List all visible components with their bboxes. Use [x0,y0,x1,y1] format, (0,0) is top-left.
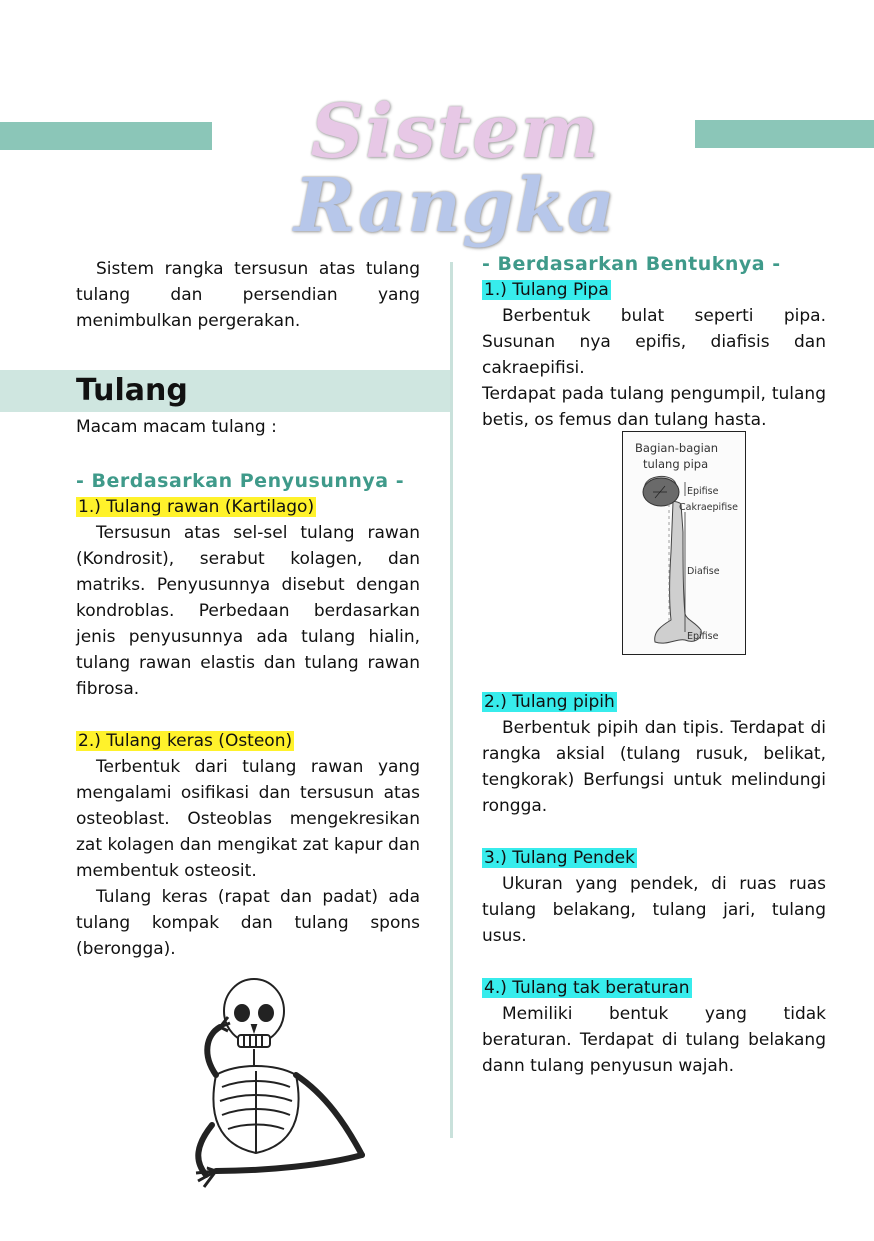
item-text-tulang-keras-2: Tulang keras (rapat dan padat) ada tulang kompak dan tulang spons (berongga). [76,887,420,959]
item-label-tulang-rawan: 1.) Tulang rawan (Kartilago) [78,497,315,517]
item-text-tulang-keras-1: Terbentuk dari tulang rawan yang mengalami osifikasi dan tersusun atas osteoblast. Osteoblas mengekresikan zat kolagen dan mengikat zat kapur dan membentuk osteosit. [76,757,420,881]
section-lead: Macam macam tulang : [76,417,277,437]
label-diafise: Diafise [687,566,720,577]
item-text-tulang-pipih: Berbentuk pipih dan tipis. Terdapat di rangka aksial (tulang rusuk, belikat, tengkorak) Berfungsi untuk melindungi rongga. [482,718,826,816]
item-label-tulang-pendek: 3.) Tulang Pendek [484,848,635,868]
item-label-tulang-keras: 2.) Tulang keras (Osteon) [78,731,293,751]
item-text-tulang-pipa-1: Berbentuk bulat seperti pipa. Susunan nya epifis, diafisis dan cakraepifisi. [482,306,826,378]
right-column-top [482,251,826,433]
intro-block [76,256,420,334]
left-accent-bar [0,122,212,150]
label-epifise-top: Epifise [687,486,719,497]
item-label-tulang-pipih: 2.) Tulang pipih [484,692,615,712]
label-cakraepifise: Cakraepifise [679,502,738,513]
page-title [215,89,695,249]
skeleton-illustration [176,975,376,1195]
item-text-tulang-pipa-2: Terdapat pada tulang pengumpil, tulang betis, os femus dan tulang hasta. [482,384,826,430]
item-label-tulang-tak-beraturan: 4.) Tulang tak beraturan [484,978,690,998]
right-column-bottom [482,689,826,1079]
intro-text: Sistem rangka tersusun atas tulang tulang dan persendian yang menimbulkan pergerakan. [76,259,420,331]
long-bone-figure [622,431,746,655]
item-label-tulang-pipa: 1.) Tulang Pipa [484,280,609,300]
figure-caption-line-2: tulang pipa [643,457,709,471]
section-heading: Tulang [76,373,188,408]
left-column [76,414,420,962]
column-divider [450,262,453,1138]
item-text-tulang-tak-beraturan: Memiliki bentuk yang tidak beraturan. Terdapat di tulang belakang dann tulang penyusun wajah. [482,1004,826,1076]
title-part-2: Rangka [294,163,616,249]
figure-caption-line-1: Bagian-bagian [635,441,719,455]
right-subheading: - Berdasarkan Bentuknya - [482,253,781,275]
title-part-1: Sistem [310,89,600,175]
label-epifise-bottom: Epifise [687,631,719,642]
item-text-tulang-rawan: Tersusun atas sel-sel tulang rawan (Kondrosit), serabut kolagen, dan matriks. Penyusunnya disebut dengan kondroblas. Perbedaan berdasarkan jenis penyusunnya ada tulang hialin, tulang rawan elastis dan tulang rawan fibrosa. [76,523,420,699]
right-accent-bar [695,120,874,148]
left-subheading: - Berdasarkan Penyusunnya - [76,470,405,492]
long-bone-illustration [623,432,745,654]
item-text-tulang-pendek: Ukuran yang pendek, di ruas ruas tulang belakang, tulang jari, tulang usus. [482,874,826,946]
section-heading-band [0,370,450,412]
